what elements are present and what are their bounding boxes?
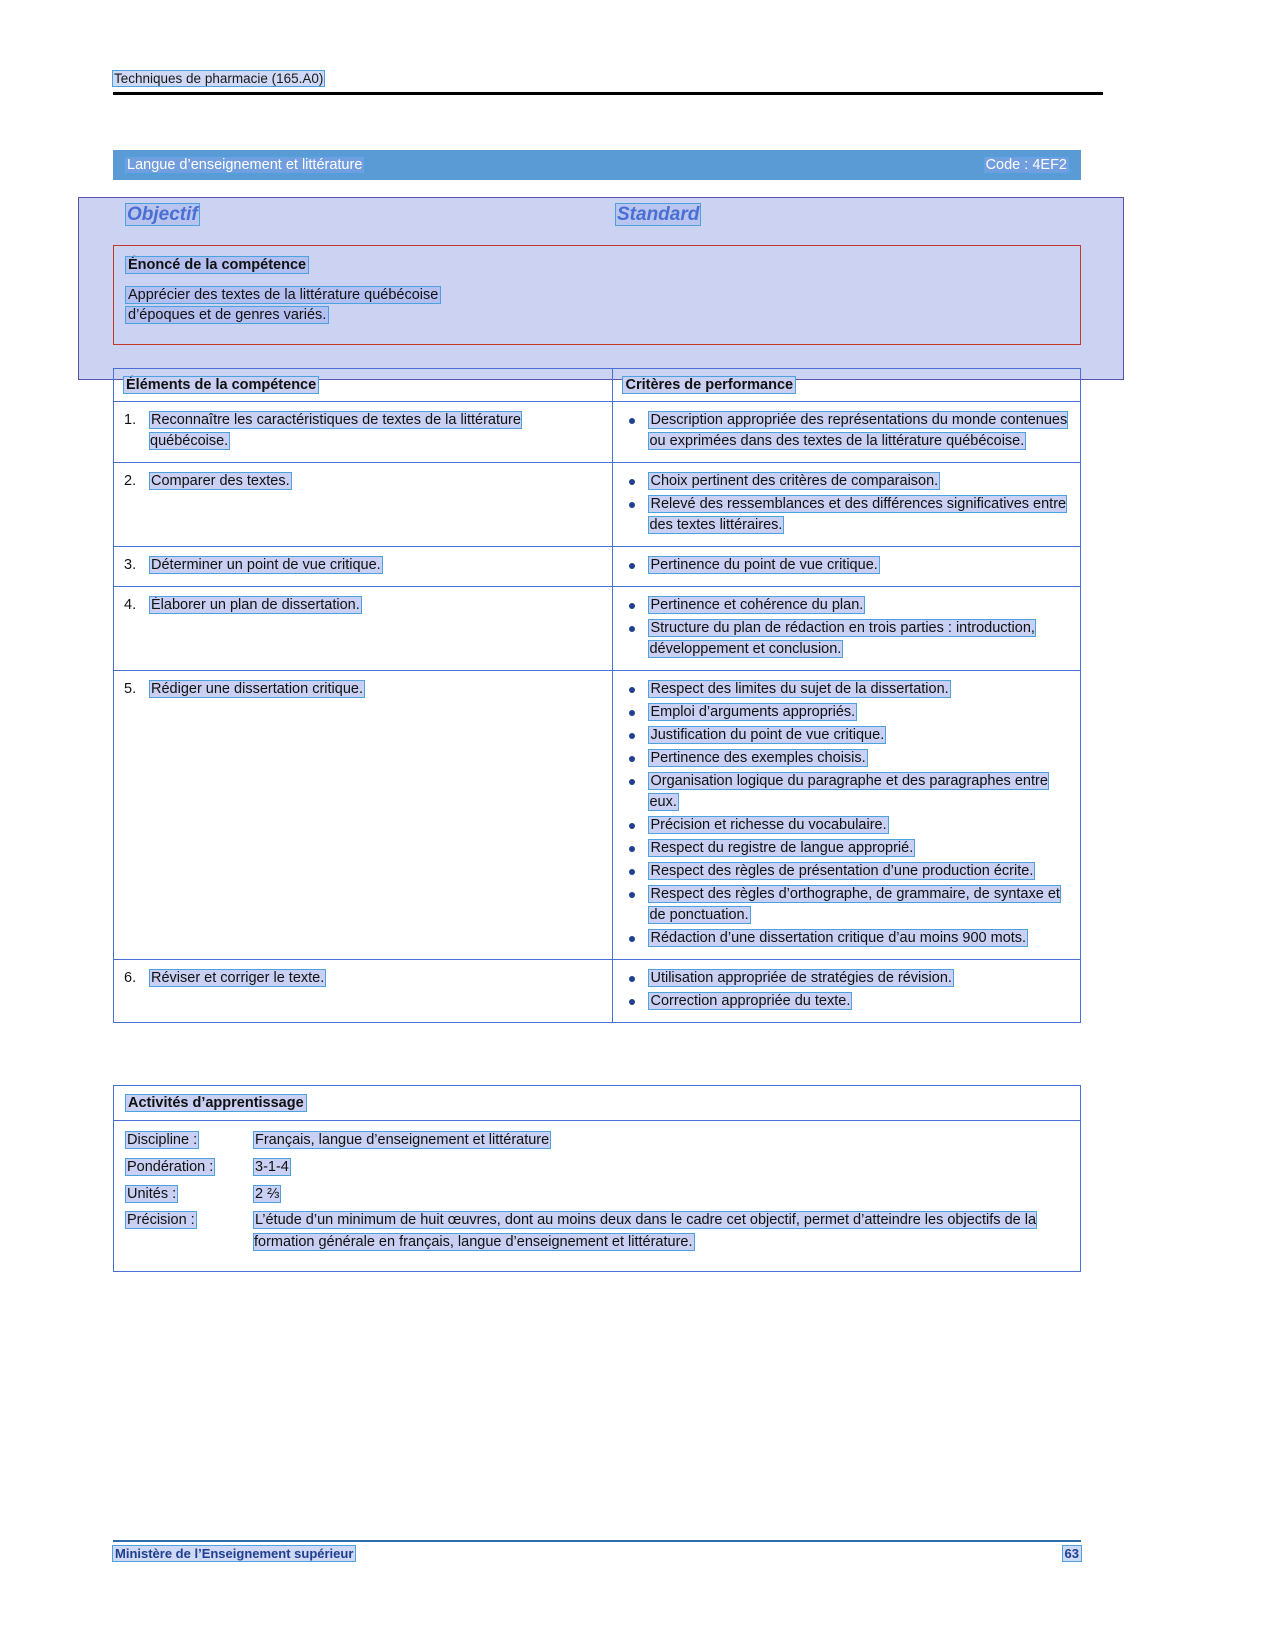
criteria-list — [623, 555, 1070, 576]
enonce-competence-box — [113, 245, 1081, 345]
ponderation-label: Pondération : — [127, 1158, 214, 1175]
precision-value: L’étude d’un minimum de huit œuvres, dont au moins deux dans le cadre cet objectif, permet d’atteindre les objectifs de la formation générale en français, langue d’enseignement et littérature. — [254, 1212, 1037, 1250]
page-number: 63 — [1064, 1546, 1079, 1561]
ministry-name: Ministère de l’Enseignement supérieur — [115, 1546, 354, 1561]
criterion-item: Rédaction d’une dissertation critique d’au moins 900 mots. — [623, 928, 1070, 949]
criterion-item: Description appropriée des représentations du monde contenues ou exprimées dans des textes de la littérature québécoise. — [623, 410, 1070, 452]
table-row — [114, 463, 1081, 547]
units-value: 2 ⅔ — [255, 1185, 280, 1202]
footer-row — [113, 1546, 1081, 1561]
element-number: 6. — [124, 970, 137, 987]
element-number: 2. — [124, 473, 137, 490]
table-row — [114, 587, 1081, 671]
table-row — [114, 547, 1081, 587]
discipline-name: Langue d’enseignement et littérature — [127, 157, 363, 173]
element-cell — [114, 547, 613, 587]
element-number: 4. — [124, 597, 137, 614]
ponderation-value: 3-1-4 — [255, 1158, 289, 1175]
element-number: 3. — [124, 557, 137, 574]
criteria-cell — [613, 960, 1081, 1023]
element-text: Réviser et corriger le texte. — [151, 970, 325, 987]
element-text: Comparer des textes. — [151, 473, 290, 490]
element-text: Rédiger une dissertation critique. — [151, 681, 363, 698]
discipline-label: Discipline : — [127, 1132, 198, 1148]
criteria-cell — [613, 547, 1081, 587]
activities-box — [113, 1085, 1081, 1272]
program-title: Techniques de pharmacie (165.A0) — [114, 71, 324, 86]
competence-table — [113, 368, 1081, 1023]
criterion-item: Organisation logique du paragraphe et des paragraphes entre eux. — [623, 771, 1070, 813]
enonce-text — [126, 286, 1068, 326]
enonce-line-1: Apprécier des textes de la littérature québécoise — [128, 287, 439, 303]
activities-precision-row — [126, 1210, 1068, 1254]
objectif-standard-headings — [126, 204, 1086, 226]
enonce-line-2: d’époques et de genres variés. — [128, 307, 327, 323]
element-cell — [114, 587, 613, 671]
criterion-item: Relevé des ressemblances et des différences significatives entre des textes littéraires. — [623, 494, 1070, 536]
criterion-item: Respect des règles de présentation d’une production écrite. — [623, 861, 1070, 882]
criterion-item: Structure du plan de rédaction en trois parties : introduction, développement et conclusion. — [623, 618, 1070, 660]
criteria-cell — [613, 587, 1081, 671]
activities-discipline-row — [126, 1130, 1068, 1152]
activities-title: Activités d’apprentissage — [114, 1086, 1080, 1121]
discipline-value: Français, langue d’enseignement et littérature — [255, 1132, 550, 1148]
element-text: Déterminer un point de vue critique. — [151, 557, 381, 574]
element-text: Élaborer un plan de dissertation. — [151, 597, 360, 614]
criteria-list — [623, 595, 1070, 660]
criteria-cell — [613, 671, 1081, 960]
page-footer — [113, 1540, 1081, 1561]
standard-heading: Standard — [617, 204, 700, 225]
criterion-item: Correction appropriée du texte. — [623, 991, 1070, 1012]
criterion-item: Respect des règles d’orthographe, de grammaire, de syntaxe et de ponctuation. — [623, 884, 1070, 926]
elements-column-header: Éléments de la compétence — [114, 369, 613, 402]
criterion-item: Emploi d’arguments appropriés. — [623, 702, 1070, 723]
table-row — [114, 671, 1081, 960]
table-header-row — [114, 369, 1081, 402]
objectif-heading: Objectif — [127, 204, 198, 225]
criteria-column-header: Critères de performance — [613, 369, 1081, 402]
criterion-item: Précision et richesse du vocabulaire. — [623, 815, 1070, 836]
page-header — [113, 70, 1103, 95]
criteria-list — [623, 471, 1070, 536]
activities-units-row — [126, 1184, 1068, 1206]
criterion-item: Pertinence du point de vue critique. — [623, 555, 1070, 576]
table-row — [114, 402, 1081, 463]
criterion-item: Pertinence des exemples choisis. — [623, 748, 1070, 769]
footer-rule — [113, 1540, 1081, 1542]
activities-body — [114, 1121, 1080, 1271]
units-label: Unités : — [127, 1185, 177, 1202]
element-text: Reconnaître les caractéristiques de textes de la littérature québécoise. — [150, 412, 521, 450]
criterion-item: Pertinence et cohérence du plan. — [623, 595, 1070, 616]
competence-code: Code : 4EF2 — [985, 157, 1067, 173]
criteria-list — [623, 968, 1070, 1012]
element-cell — [114, 671, 613, 960]
criteria-cell — [613, 402, 1081, 463]
criterion-item: Utilisation appropriée de stratégies de révision. — [623, 968, 1070, 989]
precision-label: Précision : — [127, 1212, 195, 1229]
criterion-item: Justification du point de vue critique. — [623, 725, 1070, 746]
activities-ponderation-row — [126, 1157, 1068, 1179]
element-cell — [114, 402, 613, 463]
discipline-title-bar — [113, 150, 1081, 180]
table-row — [114, 960, 1081, 1023]
criterion-item: Choix pertinent des critères de comparaison. — [623, 471, 1070, 492]
element-cell — [114, 960, 613, 1023]
element-number: 1. — [124, 412, 137, 428]
criterion-item: Respect des limites du sujet de la dissertation. — [623, 679, 1070, 700]
element-number: 5. — [124, 681, 137, 698]
element-cell — [114, 463, 613, 547]
criterion-item: Respect du registre de langue approprié. — [623, 838, 1070, 859]
criteria-list — [623, 679, 1070, 949]
criteria-list — [623, 410, 1070, 452]
criteria-cell — [613, 463, 1081, 547]
enonce-title: Énoncé de la compétence — [128, 257, 307, 273]
header-rule — [113, 92, 1103, 95]
